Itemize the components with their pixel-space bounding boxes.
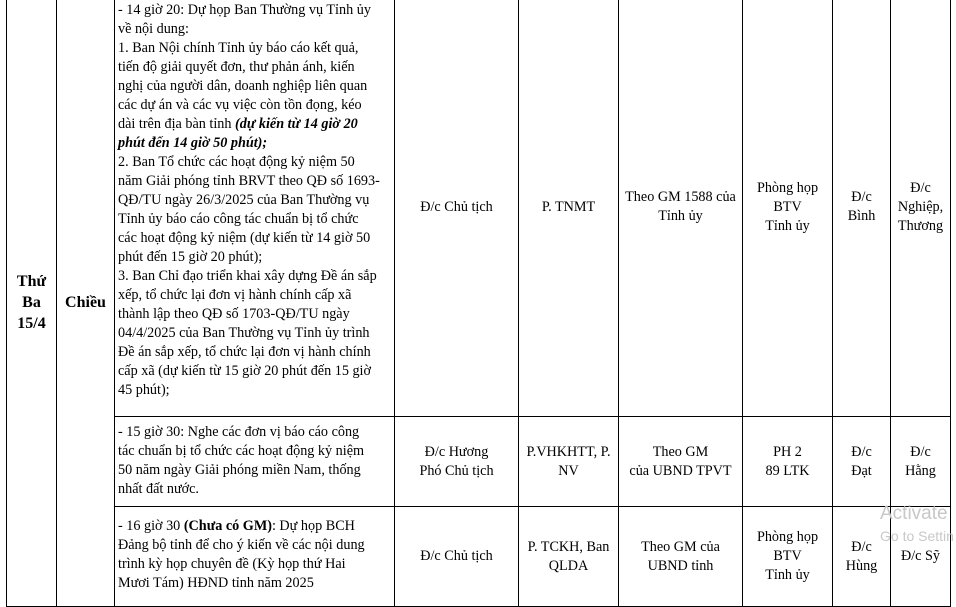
table-row <box>7 0 951 417</box>
venue-cell <box>743 0 833 417</box>
content-line: 1. Ban Nội chính Tỉnh ủy báo cáo kết quả, <box>118 40 359 56</box>
time-estimate: (dự kiến từ 14 giờ 20 <box>235 116 358 132</box>
driver-line: Đ/c <box>851 189 872 205</box>
day-cell <box>7 0 57 607</box>
venue-line: Tỉnh ủy <box>765 217 810 234</box>
day-label: Thứ <box>16 272 47 290</box>
content-line: 3. Ban Chỉ đạo triển khai xây dựng Đề án sắp <box>118 268 377 284</box>
content-line: 2. Ban Tổ chức các hoạt động kỷ niệm 50 <box>118 154 355 170</box>
content-line: phút đến 15 giờ 20 phút); <box>118 249 263 265</box>
content-line: nghị của người dân, doanh nghiệp liên quan <box>118 78 368 94</box>
invite-line: Theo GM của <box>641 538 720 555</box>
content-text: dài trên địa bàn tỉnh <box>118 116 232 132</box>
content-line: năm Giải phóng tỉnh BRVT theo QĐ số 1693- <box>118 173 380 189</box>
content-line: tiến độ giải quyết đơn, thư phản ánh, kiến <box>118 59 355 75</box>
driver-line: Đ/c <box>851 538 872 555</box>
venue-cell <box>743 507 833 607</box>
leader-title: Phó Chủ tịch <box>419 462 494 479</box>
content-line: QĐ/TU ngày 26/3/2025 của Ban Thường vụ <box>118 192 370 208</box>
leader-name: Đ/c Hương <box>424 443 489 460</box>
content-text: : Dự họp BCH <box>271 518 355 534</box>
driver-line: Đạt <box>851 462 872 479</box>
content-line: - 15 giờ 30: Nghe các đơn vị báo cáo công <box>118 424 360 440</box>
content-line: thành lập theo QĐ số 1703-QĐ/TU ngày <box>118 306 350 322</box>
leader-name: Đ/c Chủ tịch <box>420 198 493 215</box>
specialist-line: Nghiệp, <box>897 198 944 215</box>
time-estimate: phút đến 14 giờ 50 phút); <box>118 135 268 151</box>
content-line: 50 năm ngày Giải phóng miền Nam, thống <box>118 462 361 478</box>
specialist-line: Hằng <box>905 462 936 479</box>
content-cell <box>115 0 395 417</box>
content-line: 04/4/2025 của Ban Thường vụ Tỉnh ủy trình <box>118 325 370 341</box>
invite-cell <box>619 0 743 417</box>
content-line: xếp, tổ chức lại đơn vị hành chính cấp xã <box>118 287 352 303</box>
driver-cell <box>833 417 891 507</box>
specialist-line: Đ/c <box>910 443 931 460</box>
specialist-line: Thương <box>897 217 944 234</box>
prepare-cell <box>519 0 619 417</box>
invite-line: của UBND TPVT <box>629 462 732 479</box>
driver-line: Bình <box>847 208 876 224</box>
content-line: Đề án sắp xếp, tổ chức lại đơn vị hành chính <box>118 344 371 360</box>
specialist-cell <box>891 417 951 507</box>
invite-line: Theo GM <box>652 443 709 460</box>
content-cell <box>115 507 395 607</box>
venue-line: Tỉnh ủy <box>765 567 810 583</box>
content-line <box>118 517 391 536</box>
leader-cell <box>395 417 519 507</box>
session-cell: Chiều <box>57 0 115 607</box>
venue-line: PH 2 <box>773 443 802 460</box>
content-line: về nội dung: <box>118 21 189 37</box>
driver-line: Hùng <box>845 557 878 574</box>
day-date: 15/4 <box>17 314 46 332</box>
leader-cell <box>395 0 519 417</box>
table-row <box>7 417 951 507</box>
invite-line: UBND tỉnh <box>647 557 714 574</box>
content-line: trình kỳ họp chuyên đề (Kỳ họp thứ Hai <box>118 556 346 572</box>
venue-line: 89 LTK <box>765 462 810 479</box>
specialist-cell <box>891 0 951 417</box>
prepare-unit: P. TNMT <box>541 198 596 215</box>
venue-line: BTV <box>773 548 802 564</box>
content-line: Tỉnh ủy báo cáo công tác chuẩn bị tổ chức <box>118 211 359 227</box>
content-text: - 16 giờ 30 <box>118 518 184 534</box>
leader-name: Đ/c Chủ tịch <box>420 548 493 564</box>
content-line: Mươi Tám) HĐND tỉnh năm 2025 <box>118 575 314 591</box>
specialist-line: Đ/c Sỹ <box>900 548 940 564</box>
invite-cell <box>619 507 743 607</box>
content-line: các dự án và các vụ việc còn tồn đọng, kéo <box>118 97 362 113</box>
driver-cell <box>833 0 891 417</box>
venue-line: Phòng họp <box>756 179 819 196</box>
venue-cell <box>743 417 833 507</box>
activate-windows-hint: Go to Settin <box>880 528 954 544</box>
day-label: Ba <box>22 293 41 311</box>
content-cell <box>115 417 395 507</box>
prepare-unit: P.VHKHTT, P. <box>526 443 611 460</box>
content-line: tác chuẩn bị tổ chức các hoạt động kỷ niệm <box>118 443 365 459</box>
prepare-unit: NV <box>558 462 579 479</box>
content-line: 45 phút); <box>118 382 170 398</box>
driver-line: Đ/c <box>851 443 872 460</box>
prepare-cell <box>519 417 619 507</box>
specialist-line: Đ/c <box>910 179 931 196</box>
invite-cell <box>619 417 743 507</box>
content-line: - 14 giờ 20: Dự họp Ban Thường vụ Tỉnh ủy <box>118 2 371 18</box>
prepare-unit: QLDA <box>548 557 589 574</box>
content-line: nhất đất nước. <box>118 481 199 497</box>
invite-line: Tỉnh ủy <box>658 208 703 224</box>
no-invitation-note: (Chưa có GM) <box>183 518 272 534</box>
invite-line: Theo GM 1588 của <box>625 189 736 205</box>
prepare-unit: P. TCKH, Ban <box>527 538 610 555</box>
activate-windows-watermark: Activate <box>880 503 948 524</box>
schedule-table <box>6 0 951 607</box>
content-line: Đảng bộ tỉnh để cho ý kiến về các nội dung <box>118 537 365 553</box>
leader-cell <box>395 507 519 607</box>
content-line: các hoạt động kỷ niệm (dự kiến từ 14 giờ 50 <box>118 230 371 246</box>
table-row <box>7 507 951 607</box>
content-line: cấp xã (dự kiến từ 15 giờ 20 phút đến 15 giờ <box>118 363 372 379</box>
venue-line: BTV <box>773 198 802 215</box>
venue-line: Phòng họp <box>756 529 819 545</box>
prepare-cell <box>519 507 619 607</box>
content-line <box>118 115 391 134</box>
